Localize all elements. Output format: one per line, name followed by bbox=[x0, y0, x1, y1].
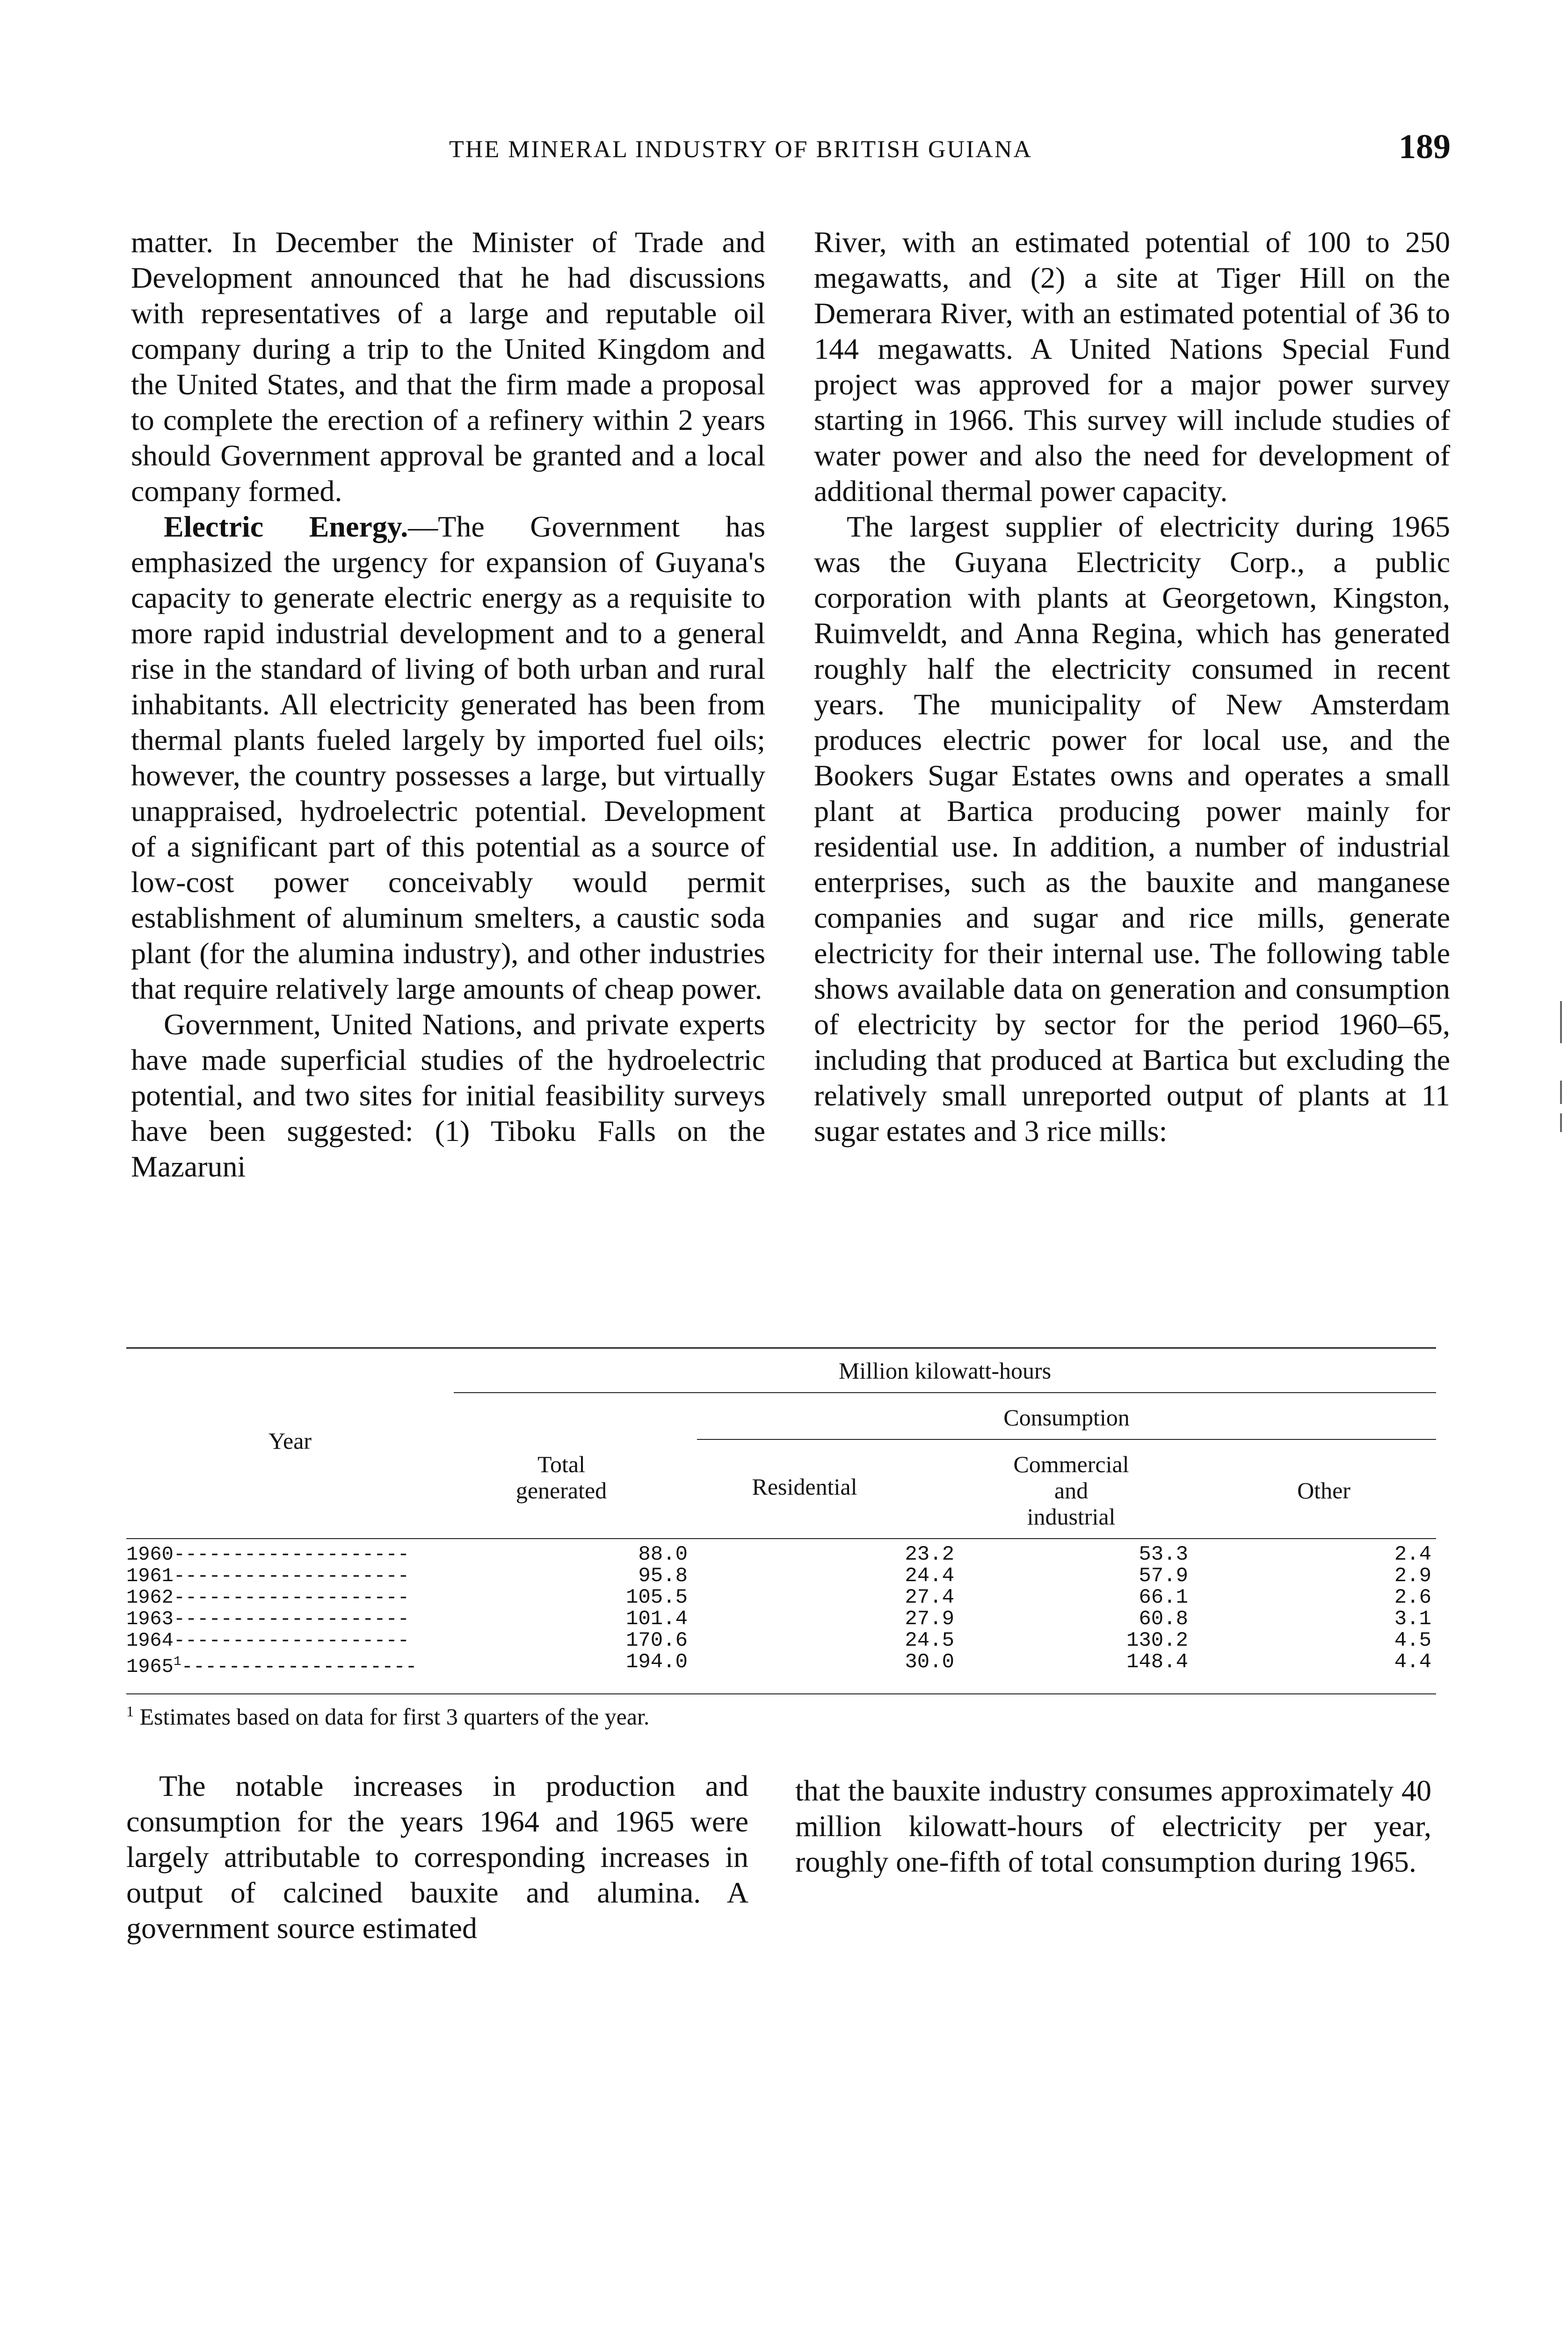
electric-energy-heading: Electric Energy. bbox=[164, 510, 408, 543]
bottom-left-column bbox=[126, 1768, 748, 1946]
commercial-1962: 66.1 bbox=[1139, 1586, 1188, 1609]
residential-1960: 23.2 bbox=[905, 1543, 954, 1566]
commercial-1963: 60.8 bbox=[1139, 1607, 1188, 1631]
margin-mark bbox=[1560, 1081, 1562, 1104]
table-row-year: 1961-------------------- bbox=[126, 1565, 409, 1587]
paragraph-notable-increases: The notable increases in production and consumption for the years 1964 and 1965 were largely attributable to corresponding increases in output of calcined bauxite and alumina. A government source estimated bbox=[126, 1769, 748, 1945]
paragraph-electric-energy bbox=[131, 509, 765, 1007]
margin-mark bbox=[1560, 1113, 1562, 1132]
table-bottom-rule bbox=[126, 1693, 1436, 1694]
commercial-1965: 148.4 bbox=[1126, 1650, 1188, 1674]
left-column bbox=[131, 225, 765, 1184]
other-1962: 2.6 bbox=[1394, 1586, 1431, 1609]
paragraph-suppliers: The largest supplier of electricity during 1965 was the Guyana Electricity Corp., a public corporation with plants at Georgetown, Kingston, Ruimveldt, and Anna Regina, which has generated roughly half the electricity consumed in recent years. The municipality of New Amsterdam produces electric power for local use, and the Bookers Sugar Estates owns and operates a small plant at Bartica producing power mainly for residential use. In addition, a number of industrial enterprises, such as the bauxite and manganese companies and sugar and rice mills, generate electricity for their internal use. The following table shows available data on generation and consumption of electricity by sector for the period 1960–65, including that produced at Bartica but excluding the relatively small unreported output of plants at 11 sugar estates and 3 rice mills: bbox=[814, 510, 1450, 1148]
other-1963: 3.1 bbox=[1394, 1607, 1431, 1631]
total-1963: 101.4 bbox=[625, 1607, 688, 1631]
total-header-line2: generated bbox=[515, 1477, 607, 1504]
commercial-header-line1: Commercial bbox=[1013, 1451, 1129, 1477]
right-column bbox=[814, 225, 1450, 1149]
header-bottom-rule bbox=[126, 1538, 1436, 1539]
residential-header: Residential bbox=[752, 1474, 857, 1500]
residential-1964: 24.5 bbox=[905, 1629, 954, 1652]
residential-1962: 27.4 bbox=[905, 1586, 954, 1609]
commercial-1960: 53.3 bbox=[1139, 1543, 1188, 1566]
page-number: 189 bbox=[1399, 128, 1451, 166]
unit-header: Million kilowatt-hours bbox=[838, 1358, 1052, 1384]
residential-1965: 30.0 bbox=[905, 1650, 954, 1674]
margin-mark bbox=[1560, 1001, 1562, 1043]
other-header: Other bbox=[1297, 1477, 1350, 1504]
bottom-right-column bbox=[795, 1773, 1431, 1880]
table-row-year: 1962-------------------- bbox=[126, 1586, 409, 1609]
table-top-rule bbox=[126, 1347, 1436, 1349]
table-row-year: 1965$^1$-------------------- bbox=[126, 1655, 417, 1678]
unit-rule bbox=[454, 1392, 1436, 1393]
paragraph-potential-sites: River, with an estimated potential of 100 to 250 megawatts, and (2) a site at Tiger Hill on the Demerara River, with an estimated potential of 36 to 144 megawatts. A United Nations Special Fund project was approved for a major power survey starting in 1966. This survey will include studies of water power and also the need for development of additional thermal power capacity. bbox=[814, 225, 1450, 508]
table-row-year: 1964-------------------- bbox=[126, 1629, 409, 1652]
total-1962: 105.5 bbox=[625, 1586, 688, 1609]
commercial-1964: 130.2 bbox=[1126, 1629, 1188, 1652]
paragraph-refinery: matter. In December the Minister of Trade and Development announced that he had discussions with representatives of a large and reputable oil company during a trip to the United Kingdom and the United States, and that the firm made a proposal to complete the erection of a refinery within 2 years should Government approval be granted and a local company formed. bbox=[131, 225, 765, 508]
table-row-year: 1960-------------------- bbox=[126, 1543, 409, 1566]
running-head: THE MINERAL INDUSTRY OF BRITISH GUIANA bbox=[449, 136, 1032, 163]
table-row-year: 1963-------------------- bbox=[126, 1608, 409, 1630]
commercial-header-line2: and bbox=[1054, 1477, 1089, 1504]
other-1961: 2.9 bbox=[1394, 1564, 1431, 1588]
total-1961: 95.8 bbox=[638, 1564, 688, 1588]
other-1965: 4.4 bbox=[1394, 1650, 1431, 1674]
total-1965: 194.0 bbox=[625, 1650, 688, 1674]
commercial-header bbox=[950, 1451, 1193, 1530]
other-1964: 4.5 bbox=[1394, 1629, 1431, 1652]
total-1960: 88.0 bbox=[638, 1543, 688, 1566]
residential-1963: 27.9 bbox=[905, 1607, 954, 1631]
consumption-header: Consumption bbox=[1003, 1404, 1130, 1431]
residential-1961: 24.4 bbox=[905, 1564, 954, 1588]
year-header: Year bbox=[268, 1428, 312, 1454]
total-1964: 170.6 bbox=[625, 1629, 688, 1652]
total-header-line1: Total bbox=[537, 1451, 586, 1477]
consumption-rule bbox=[697, 1439, 1436, 1440]
paragraph-feasibility: Government, United Nations, and private experts have made superficial studies of the hydroelectric potential, and two sites for initial feasibility surveys have been suggested: (1) Tiboku Falls on the Mazaruni bbox=[131, 1008, 765, 1183]
other-1960: 2.4 bbox=[1394, 1543, 1431, 1566]
paragraph-bauxite-consumption: that the bauxite industry consumes approximately 40 million kilowatt-hours of electricity per year, roughly one-fifth of total consumption during 1965. bbox=[795, 1774, 1431, 1878]
electric-energy-text: —The Government has emphasized the urgency for expansion of Guyana's capacity to generate electric energy as a requisite to more rapid industrial development and to a general rise in the standard of living of both urban and rural inhabitants. All electricity generated has been from thermal plants fueled largely by imported fuel oils; however, the country possesses a large, but virtually unappraised, hydroelectric potential. Development of a significant part of this potential as a source of low-cost power conceivably would permit establishment of aluminum smelters, a caustic soda plant (for the alumina industry), and other industries that require relatively large amounts of cheap power. bbox=[131, 510, 766, 1005]
commercial-1961: 57.9 bbox=[1139, 1564, 1188, 1588]
table-footnote: $^1$ Estimates based on data for first 3 quarters of the year. bbox=[126, 1703, 650, 1730]
commercial-header-line3: industrial bbox=[1027, 1504, 1116, 1530]
total-generated-header bbox=[463, 1451, 660, 1504]
